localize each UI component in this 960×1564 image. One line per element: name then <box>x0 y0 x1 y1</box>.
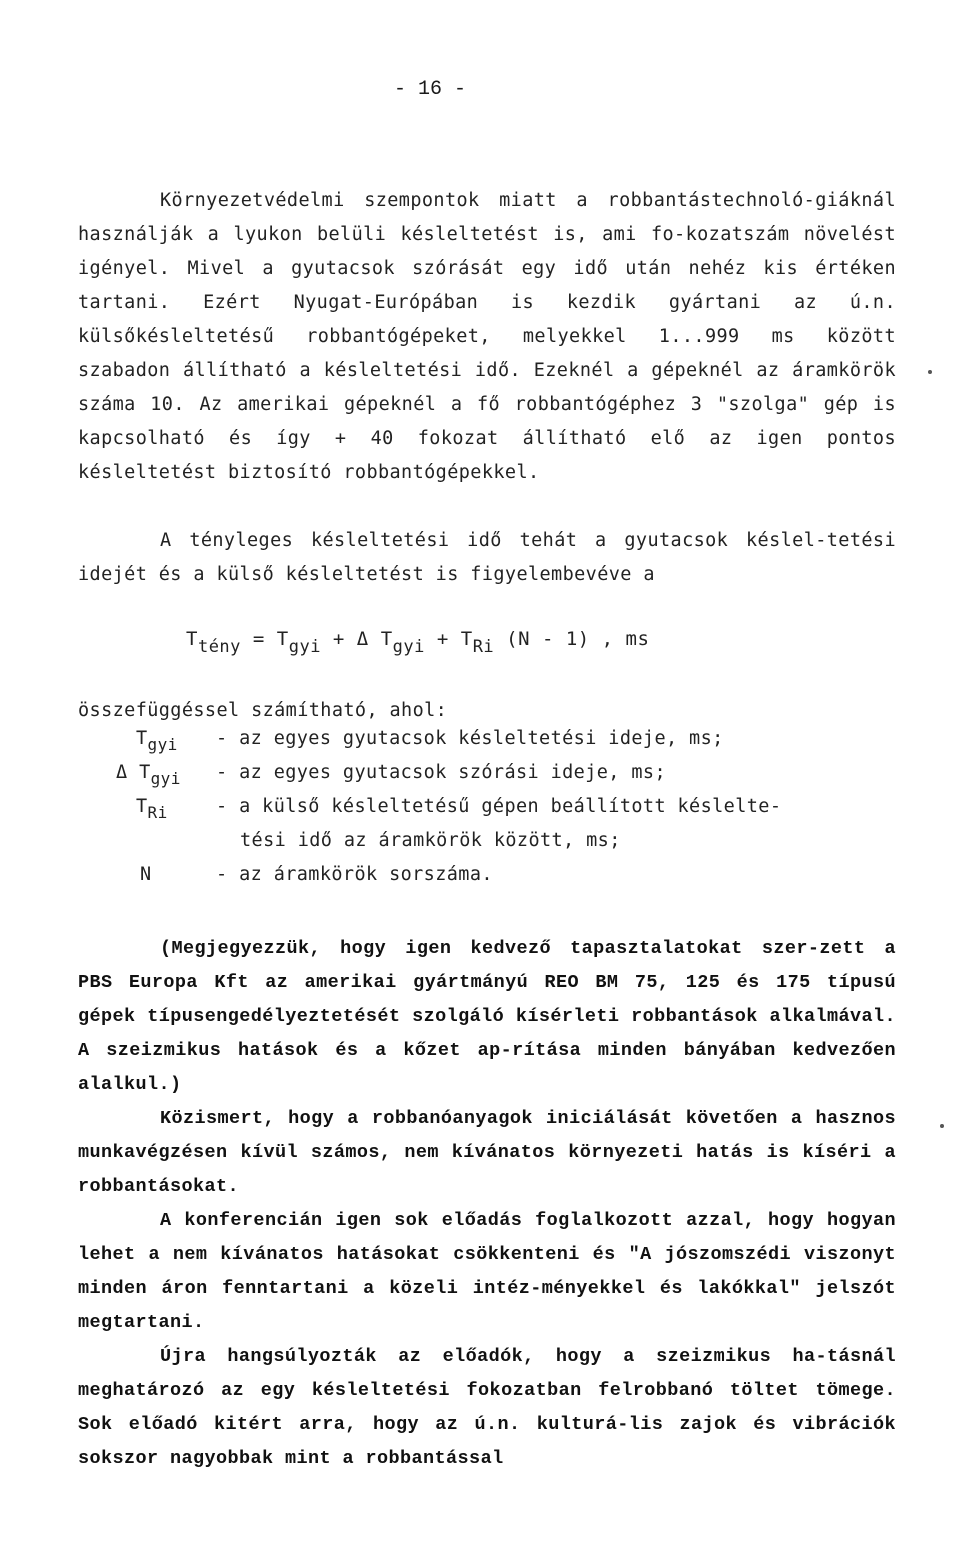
definition-text: - az áramkörök sorszáma. <box>216 864 493 885</box>
delay-formula <box>186 628 649 657</box>
paragraph-conference: A konferencián igen sok előadás foglalkozott azzal, hogy hogyan lehet a nem kívánatos hatásokat csökkenteni és "A jószomszédi viszonyt minden áron fenntartani a közeli intéz-ményekkel és lakókkal" jelszót megtartani. <box>78 1210 896 1333</box>
definition-text: - az egyes gyutacsok késleltetési ideje, ms; <box>216 728 724 749</box>
paragraph-where: összefüggéssel számítható, ahol: <box>78 700 448 721</box>
formula-sub-gyi: gyi <box>288 637 321 657</box>
paragraph-environmental: Környezetvédelmi szempontok miatt a robbantástechnoló-giáknál használják a lyukon belüli késleltetést is, ami fo-kozatszám növelést igényel. Mivel a gyutacsok szórását egy idő után nehéz kis értéken tartani. Ezért Nyugat-Európában is kezdik gyártani az ú.n. külsőkésleltetésű robbantógépeket, melyekkel 1...999 ms között szabadon állítható a késleltetési idő. Ezeknél a gépeknél az áramkörök száma 10. Az amerikai gépeknél a fő robbantógéphez 3 "szolga" gép is kapcsolható és így + 40 fokozat állítható elő az igen pontos késleltetést biztosító robbantógépekkel. <box>78 190 896 483</box>
definition-text: - az egyes gyutacsok szórási ideje, ms; <box>216 762 666 783</box>
definition-row <box>78 830 896 864</box>
paragraph-actual-delay: A tényleges késleltetési idő tehát a gyutacsok késlel-tetési idejét és a külső késleltetést is figyelembevéve a <box>78 530 896 585</box>
formula-t: T <box>186 628 198 650</box>
formula-sub-gyi: gyi <box>392 637 425 657</box>
definition-row <box>78 762 896 796</box>
formula-equals: = <box>252 628 265 650</box>
formula-sub-teny: tény <box>197 637 241 657</box>
definition-continuation: tési idő az áramkörök között, ms; <box>240 830 621 851</box>
scan-speck <box>928 370 932 374</box>
symbol-letter: N <box>140 864 152 885</box>
symbol-delta: Δ <box>116 762 128 783</box>
formula-t: T <box>460 628 473 650</box>
paragraph-emphasis: Újra hangsúlyozták az előadók, hogy a szeizmikus ha-tásnál meghatározó az egy késleltetési fokozatban felrobbanó töltet tömege. Sok előadó kitért arra, hogy az ú.n. kulturá-lis zajok és vibrációk sokszor nagyobbak mint a robbantással <box>78 1346 896 1469</box>
definition-row <box>78 728 896 762</box>
formula-t: T <box>380 628 393 650</box>
definition-list <box>78 728 896 898</box>
formula-t: T <box>276 628 289 650</box>
page-number: - 16 - <box>394 78 467 101</box>
paragraph-known: Közismert, hogy a robbanóanyagok iniciálását követően a hasznos munkavégzésen kívül számos, nem kívánatos környezeti hatás is kíséri a robbantásokat. <box>78 1108 896 1197</box>
definition-text: - a külső késleltetésű gépen beállított késlelte- <box>216 796 782 817</box>
formula-tail: (N - 1) , ms <box>506 628 650 650</box>
paragraph-note: (Megjegyezzük, hogy igen kedvező tapasztalatokat szer-zett a PBS Europa Kft az amerikai gyártmányú REO BM 75, 125 és 175 típusú gépek típusengedélyeztetését szolgáló kísérleti robbantások alkalmával. A szeizmikus hatások és a kőzet ap-rítása minden bányában kedvezően alalkul.) <box>78 938 896 1095</box>
symbol-subscript: gyi <box>150 769 181 788</box>
symbol-letter: T <box>136 728 148 749</box>
formula-sub-ri: Ri <box>472 637 495 657</box>
symbol-subscript: gyi <box>147 735 178 754</box>
formula-plus: + <box>332 628 345 650</box>
symbol-letter: T <box>139 762 151 783</box>
formula-delta: Δ <box>356 628 369 650</box>
symbol-letter: T <box>136 796 148 817</box>
definition-row <box>78 796 896 830</box>
scan-speck <box>940 1124 944 1128</box>
symbol-subscript: Ri <box>147 803 168 822</box>
definition-row <box>78 864 896 898</box>
formula-plus: + <box>436 628 449 650</box>
